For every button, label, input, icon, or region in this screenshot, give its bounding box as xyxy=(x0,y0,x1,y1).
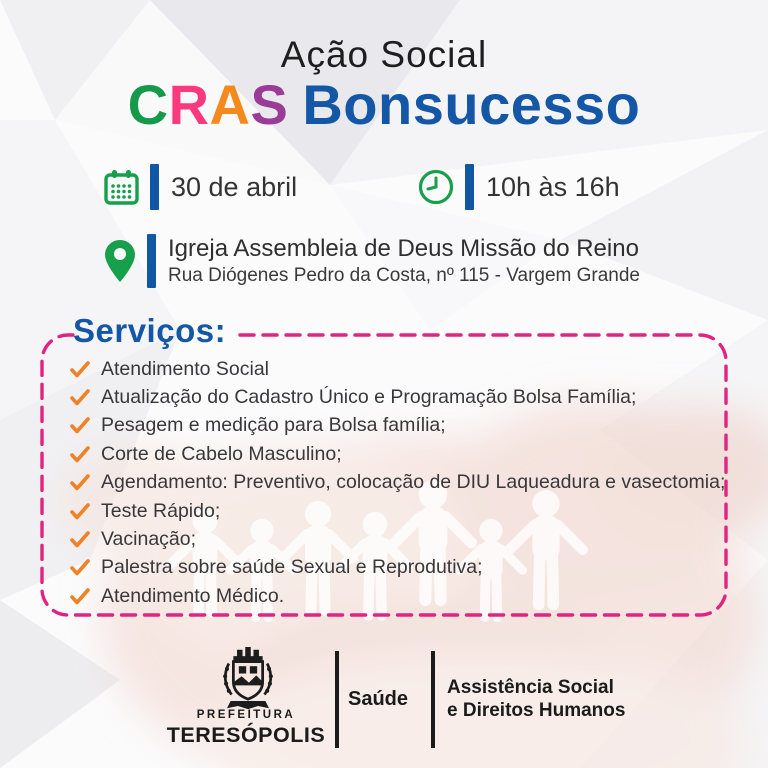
services-list xyxy=(70,355,726,611)
service-item xyxy=(70,383,712,411)
title-name: Bonsucesso xyxy=(302,73,641,136)
service-label: Corte de Cabelo Masculino; xyxy=(101,442,342,465)
service-item xyxy=(70,440,712,468)
venue-address: Rua Diógenes Pedro da Costa, nº 115 - Vargem Grande xyxy=(168,265,641,286)
footer-city-name: TERESÓPOLIS xyxy=(166,723,326,747)
venue-text-block xyxy=(168,235,640,287)
services-section xyxy=(40,312,728,617)
service-label: Atendimento Social xyxy=(101,357,270,380)
service-item xyxy=(70,582,712,610)
service-item xyxy=(70,469,726,497)
footer-department-health: Saúde xyxy=(348,688,409,710)
check-icon xyxy=(70,417,90,434)
check-icon xyxy=(70,474,90,491)
accent-bar xyxy=(465,164,474,210)
service-label: Teste Rápido; xyxy=(101,499,221,522)
title-letter-c: C xyxy=(127,73,169,136)
clock-icon xyxy=(417,168,455,206)
service-label: Palestra sobre saúde Sexual e Reprodutiva; xyxy=(101,556,483,579)
title-letter-r: R xyxy=(168,73,210,136)
calendar-icon xyxy=(103,168,140,206)
service-label: Agendamento: Preventivo, colocação de DIU Laqueadura e vasectomia; xyxy=(101,471,726,494)
event-kicker: Ação Social xyxy=(280,34,488,75)
footer-divider xyxy=(335,651,339,748)
service-label: Atendimento Médico. xyxy=(101,584,285,607)
footer-divider xyxy=(431,651,435,748)
check-icon xyxy=(70,559,90,576)
event-date: 30 de abril xyxy=(171,171,298,202)
service-item xyxy=(70,355,712,383)
event-title xyxy=(0,72,768,137)
service-item xyxy=(70,497,712,525)
check-icon xyxy=(70,446,90,463)
event-date-row xyxy=(103,164,297,210)
title-letter-s: S xyxy=(250,73,289,136)
service-label: Pesagem e medição para Bolsa família; xyxy=(101,414,446,437)
event-time: 10h às 16h xyxy=(486,171,620,202)
check-icon xyxy=(70,503,90,520)
service-item xyxy=(70,525,712,553)
location-pin-icon xyxy=(103,238,137,284)
check-icon xyxy=(70,588,90,605)
footer-social-line1: Assistência Social xyxy=(447,677,614,699)
service-label: Atualização do Cadastro Único e Programação Bolsa Família; xyxy=(101,386,637,409)
footer-prefeitura-label: PREFEITURA xyxy=(196,709,296,721)
check-icon xyxy=(70,361,90,378)
accent-bar xyxy=(147,234,156,288)
venue-name: Igreja Assembleia de Deus Missão do Reino xyxy=(168,235,639,262)
accent-bar xyxy=(150,164,159,210)
footer-department-social xyxy=(447,651,625,748)
event-location-row xyxy=(103,234,640,288)
title-letter-a: A xyxy=(209,73,251,136)
check-icon xyxy=(70,389,90,406)
event-time-row xyxy=(417,164,620,210)
service-item xyxy=(70,412,712,440)
services-heading: Serviços: xyxy=(73,312,227,349)
check-icon xyxy=(70,531,90,548)
city-crest-logo xyxy=(203,647,293,711)
service-item xyxy=(70,554,712,582)
service-label: Vacinação; xyxy=(101,528,197,551)
footer-social-line2: e Direitos Humanos xyxy=(447,699,626,721)
